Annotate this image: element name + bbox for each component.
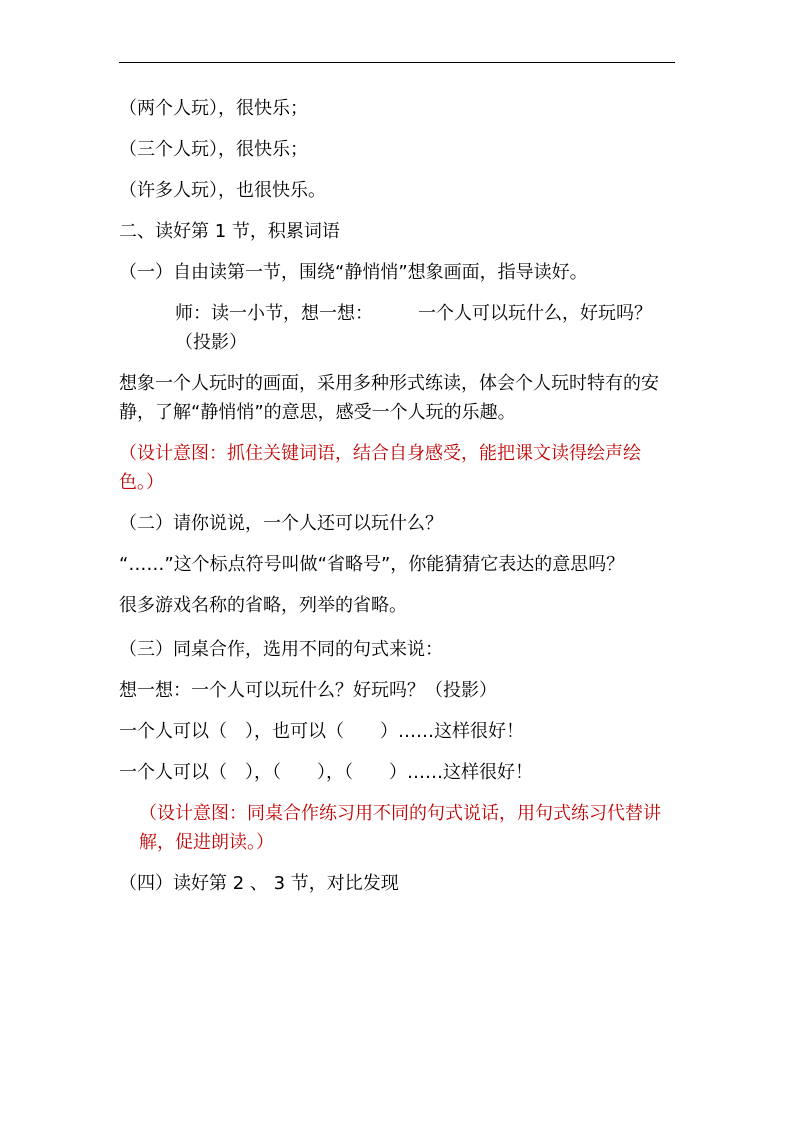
header-rule [119, 62, 675, 63]
paragraph-two-players: （两个人玩），很快乐； [119, 98, 308, 119]
paragraph-imagine-scene: 想象一个人玩时的画面，采用多种形式练读，体会个人玩时特有的安静，了解“静悄悄”的意思，感受一个人玩的乐趣。 [119, 373, 659, 423]
step-1-free-reading: （一）自由读第一节，围绕“静悄悄”想象画面，指导读好。 [119, 262, 588, 283]
paragraph-ellipsis: “……”这个标点符号叫做“省略号”，你能猜猜它表达的意思吗？ [119, 554, 625, 575]
document-body [119, 94, 675, 898]
design-note-2: （设计意图：同桌合作练习用不同的句式说话，用句式练习代替讲解，促进朗读。） [139, 803, 661, 853]
step-4-compare: （四）读好第 2 、 3 节，对比发现 [119, 873, 399, 894]
paragraph-three-players: （三个人玩），很快乐； [119, 139, 308, 160]
step-2-what-to-play: （二）请你说说，一个人还可以玩什么？ [119, 513, 443, 534]
teacher-prompt: 师：读一小节，想一想： 一个人可以玩什么，好玩吗？（投影） [175, 303, 652, 353]
paragraph-many-players: （许多人玩），也很快乐。 [119, 180, 326, 201]
paragraph-omission: 很多游戏名称的省略，列举的省略。 [119, 595, 407, 616]
section-heading-2: 二、读好第 1 节，积累词语 [119, 221, 340, 242]
sentence-pattern-1: 一个人可以（ ），也可以（ ）……这样很好！ [119, 721, 524, 742]
step-3-partner-work: （三）同桌合作，选用不同的句式来说： [119, 639, 443, 660]
sentence-pattern-2: 一个人可以（ ），（ ），（ ）……这样很好！ [119, 762, 533, 783]
paragraph-think: 想一想：一个人可以玩什么？好玩吗？（投影） [119, 680, 497, 701]
design-note-1: （设计意图：抓住关键词语，结合自身感受，能把课文读得绘声绘色。） [119, 443, 641, 493]
